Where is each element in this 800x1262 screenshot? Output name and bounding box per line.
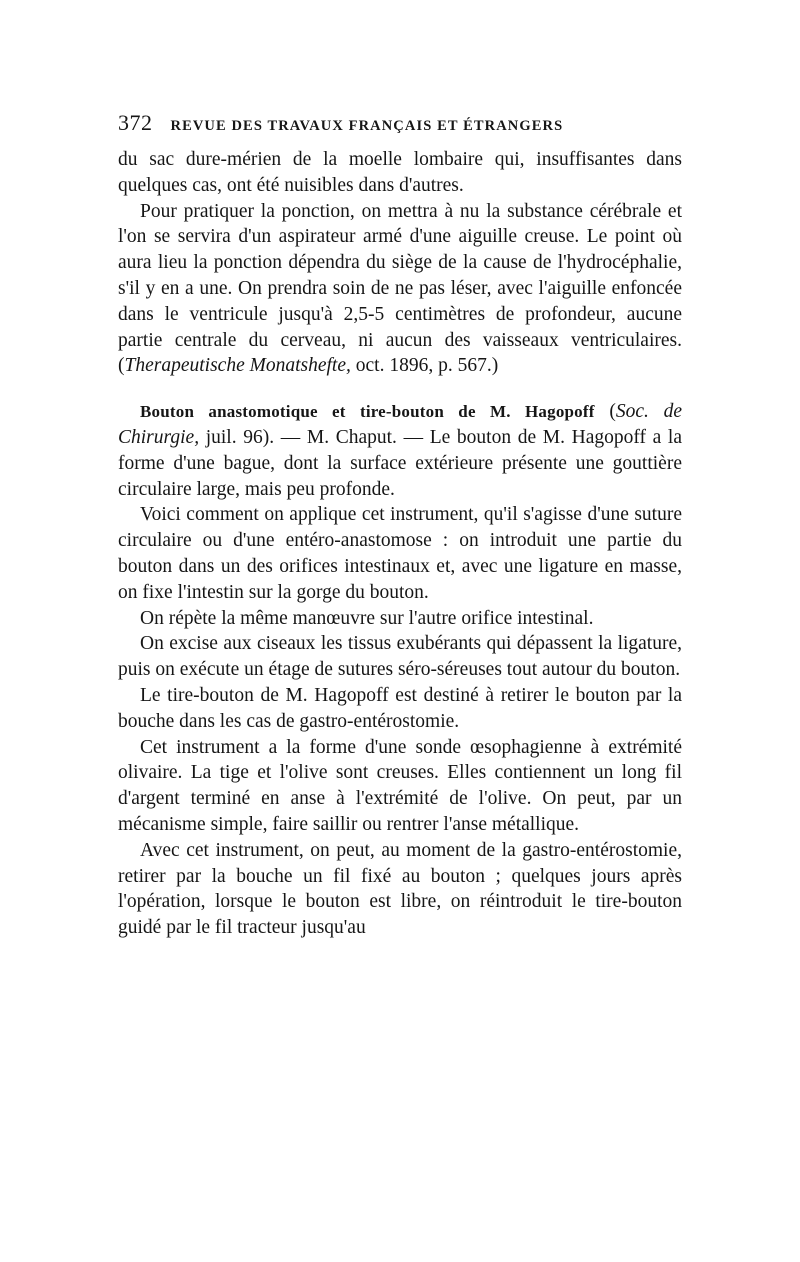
citation-journal: Therapeutische Monatshefte, bbox=[124, 355, 351, 377]
article-intro: juil. 96). — M. Chaput. — Le bouton de M. Hagopoff a la forme d'une bague, dont la surface extérieure présente une gouttière circulaire large, mais peu profonde. bbox=[118, 426, 682, 500]
body-paragraph: On répète la même manœuvre sur l'autre orifice intestinal. bbox=[140, 607, 594, 629]
article-source: Soc. de Chirurgie, bbox=[118, 401, 683, 448]
body-paragraph: On excise aux ciseaux les tissus exubérants qui dépassent la ligature, puis on exécute un étage de sutures séro-séreuses tout autour du bouton. bbox=[118, 633, 682, 681]
paragraph-ponction-text: Pour pratiquer la ponction, on mettra à nu la substance cérébrale et l'on se servira d'un aspirateur armé d'une aiguille creuse. Le point où aura lieu la ponction dépendra du siège de la cause de l'hydrocéphalie, s'il y en a une. On prendra soin de ne pas léser, avec l'aiguille enfoncée dans le ventricule jusqu'à 2,5-5 centimètres de profondeur, aucune partie centrale du cerveau, ni aucun des vaisseaux ventriculaires. ( bbox=[118, 200, 682, 377]
book-page bbox=[118, 108, 682, 941]
body-paragraph: Avec cet instrument, on peut, au moment de la gastro-entérostomie, retirer par la bouche un fil fixé au bouton ; quelques jours après l'opération, lorsque le bouton est libre, on réintroduit le tire-bouton guidé par le fil tracteur jusqu'au bbox=[118, 839, 682, 939]
running-header bbox=[118, 108, 682, 141]
body-paragraph: Le tire-bouton de M. Hagopoff est destiné à retirer le bouton par la bouche dans les cas de gastro-entérostomie. bbox=[118, 684, 682, 732]
body-paragraph: Voici comment on applique cet instrument, qu'il s'agisse d'une suture circulaire ou d'une entéro-anastomose : on introduit une partie du bouton dans un des orifices intestinaux et, avec une ligature en masse, on fixe l'intestin sur la gorge du bouton. bbox=[118, 504, 682, 603]
paragraph-continuation: du sac dure-mérien de la moelle lombaire qui, insuffisantes dans quelques cas, ont été nuisibles dans d'autres. bbox=[118, 149, 682, 196]
citation-date: oct. 1896, p. 567.) bbox=[350, 355, 499, 377]
paragraph-ponction bbox=[118, 199, 682, 380]
article-heading-paragraph bbox=[118, 399, 682, 502]
running-title: REVUE DES TRAVAUX FRANÇAIS ET ÉTRANGERS bbox=[170, 118, 564, 134]
body-paragraph: Cet instrument a la forme d'une sonde œsophagienne à extrémité olivaire. La tige et l'olive sont creuses. Elles contiennent un long fil d'argent terminé en anse à l'extrémité de l'olive. On peut, par un mécanisme simple, faire saillir ou rentrer l'anse métallique. bbox=[118, 736, 682, 835]
article-title: Bouton anastomotique et tire-bouton de M. Hagopoff bbox=[140, 402, 595, 422]
section-spacer bbox=[118, 379, 682, 399]
page-number: 372 bbox=[118, 110, 153, 135]
article-title-paren: ( bbox=[594, 401, 616, 423]
